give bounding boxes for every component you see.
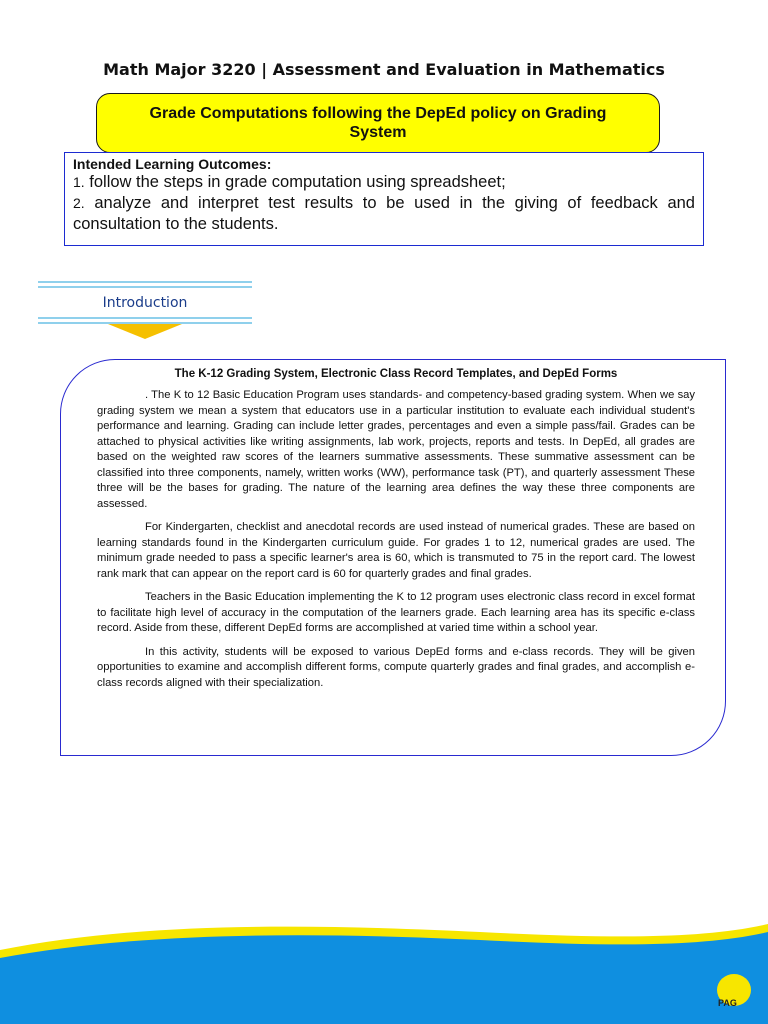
- introduction-header: [38, 281, 252, 341]
- introduction-content-box: [60, 359, 726, 756]
- outcome-text: follow the steps in grade computation using spreadsheet;: [89, 173, 506, 191]
- paragraph: Teachers in the Basic Education implementing the K to 12 program uses electronic class record in excel format to facilitate high level of accuracy in the computation of the learners grade. Each learning area has its specific e-class record. Aside from these, different DepEd forms are accomplished at varied time within a school year.: [97, 591, 695, 634]
- divider-line: [38, 286, 252, 288]
- divider-line: [38, 281, 252, 283]
- lesson-title: Grade Computations following the DepEd policy on Grading System: [149, 105, 607, 141]
- course-title: Math Major 3220 | Assessment and Evaluation in Mathematics: [103, 60, 665, 79]
- outcome-number: 1.: [73, 174, 85, 190]
- outcome-item: [73, 172, 695, 193]
- introduction-label: Introduction: [102, 295, 188, 311]
- divider-line: [38, 317, 252, 319]
- lesson-title-banner: [96, 93, 660, 153]
- paragraph: For Kindergarten, checklist and anecdotal records are used instead of numerical grades. These are based on learning standards found in the Kindergarten curriculum guide. For grades 1 to 12, numerical grades are used. The minimum grade needed to pass a specific learner's area is 60, which is transmuted to 75 in the report card. The lowest rank mark that can appear on the report card is 60 for quarterly grades and final grades.: [97, 521, 695, 580]
- outcome-number: 2.: [73, 195, 85, 211]
- learning-outcomes-heading: Intended Learning Outcomes:: [73, 156, 272, 172]
- learning-outcomes-box: [64, 152, 704, 246]
- paragraph: In this activity, students will be exposed to various DepEd forms and e-class records. They will be given opportunities to examine and accomplish different forms, compute quarterly grades and final grades, and accomplish e-class records aligned with their specialization.: [97, 645, 695, 689]
- outcome-text: analyze and interpret test results to be used in the giving of feedback and consultation to the students.: [73, 194, 695, 233]
- down-arrow-icon: [108, 324, 182, 339]
- section-title: The K-12 Grading System, Electronic Class Record Templates, and DepEd Forms: [174, 368, 618, 380]
- page-label: PAG: [718, 998, 737, 1008]
- outcome-item: [73, 193, 695, 235]
- footer-wave: [0, 900, 768, 1024]
- paragraph: . The K to 12 Basic Education Program uses standards- and competency-based grading system. When we say grading system we mean a system that educators use in a particular institution to evaluate each individual student's performance and learning. Grading can include letter grades, percentages and even a simple pass/fail. Grades can be attached to physical activities like writing assignments, lab work, projects, reports and tests. In DepEd, all grades are based on the weighted raw scores of the learners summative assessments. These summative assessment can be classified into three components, namely, written works (WW), performance task (PT), and quarterly assessment These three will be the bases for grading. The nature of the learning area defines the way these three components are assessed.: [97, 389, 695, 510]
